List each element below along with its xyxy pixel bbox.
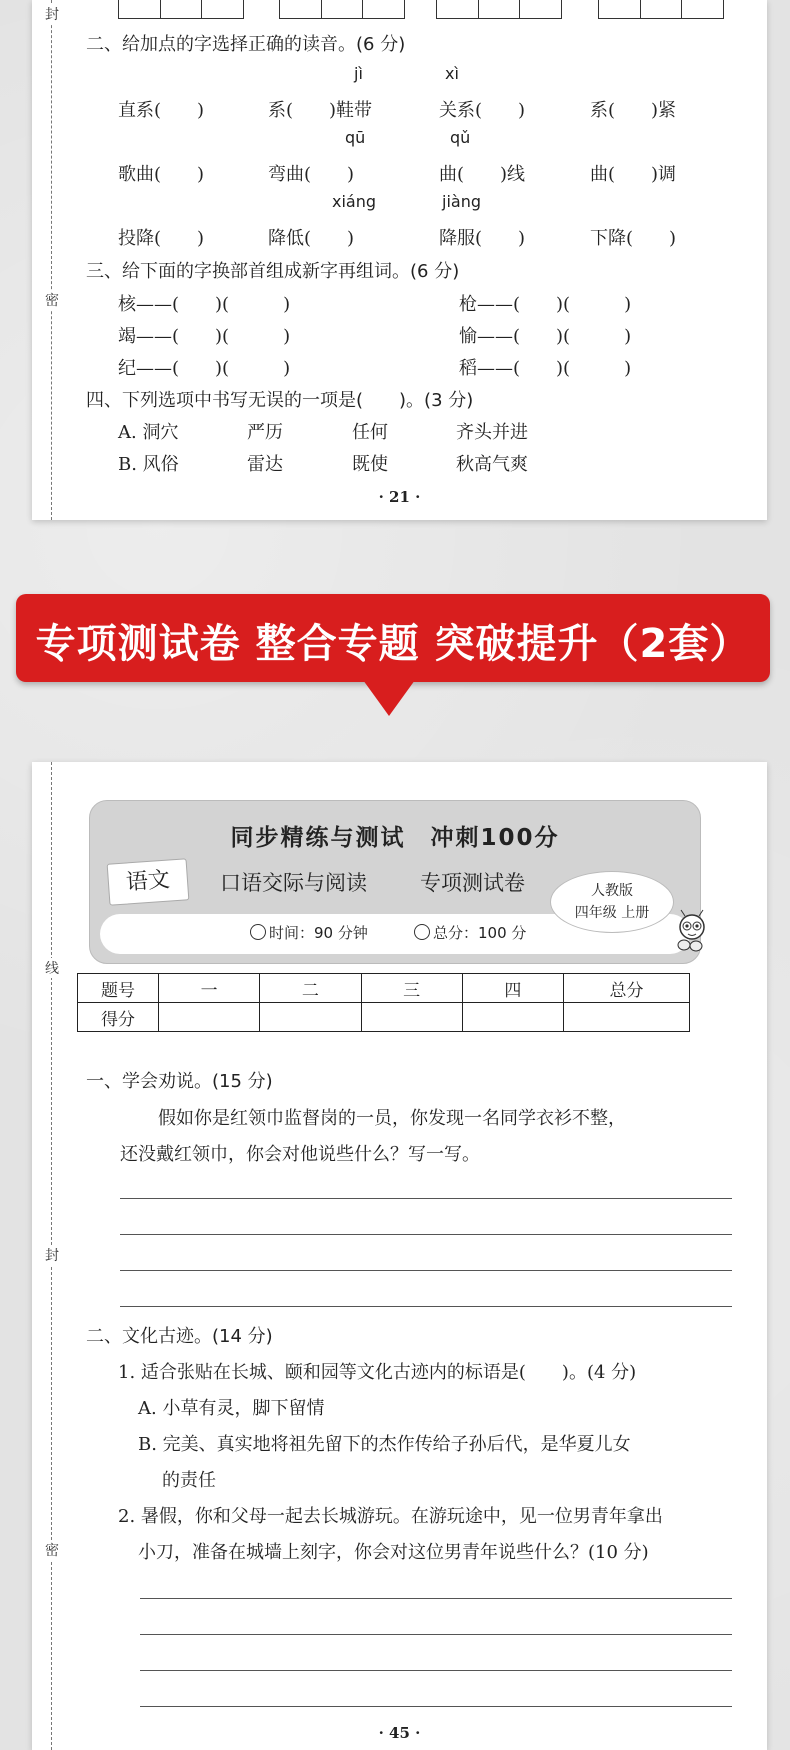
option-text: 任何 <box>352 422 388 443</box>
answer-item: 核——( )( ) <box>118 294 291 315</box>
score-cell[interactable] <box>564 1003 690 1032</box>
pinyin: qǔ <box>450 128 471 147</box>
table-header-cell: 三 <box>361 974 462 1003</box>
time-text: 时间：90 分钟 <box>269 924 368 942</box>
binding-line <box>51 0 52 520</box>
badge-grade: 四年级 上册 <box>574 905 650 921</box>
answer-line[interactable] <box>140 1670 732 1671</box>
option-text: 严历 <box>247 422 283 443</box>
answer-item: 竭——( )( ) <box>118 326 291 347</box>
answer-item: 投降( ) <box>118 228 205 249</box>
binding-char: 线 <box>43 958 61 978</box>
question-text: 2. 暑假，你和父母一起去长城游玩。在游玩途中，见一位男青年拿出 <box>118 1506 663 1527</box>
table-header-cell: 题号 <box>78 974 159 1003</box>
table-row-label: 得分 <box>78 1003 159 1032</box>
answer-item: 曲( )调 <box>590 164 677 185</box>
total-text: 总分：100 分 <box>433 924 527 942</box>
option-text: 雷达 <box>247 454 283 475</box>
question-text: 1. 适合张贴在长城、颐和园等文化古迹内的标语是( )。(4 分) <box>118 1362 637 1383</box>
test-subtitle-2: 专项测试卷 <box>420 871 525 895</box>
clock-icon <box>250 924 266 940</box>
answer-item: 稻——( )( ) <box>459 358 632 379</box>
page-number: · 45 · <box>378 1724 421 1742</box>
edition-badge <box>550 871 674 933</box>
question-heading: 二、给加点的字选择正确的读音。(6 分) <box>86 34 406 55</box>
answer-line[interactable] <box>120 1234 732 1235</box>
banner-pointer <box>363 680 415 716</box>
answer-item: 降服( ) <box>439 228 526 249</box>
score-table <box>77 973 690 1032</box>
answer-item: 纪——( )( ) <box>118 358 291 379</box>
table-header-cell: 二 <box>260 974 361 1003</box>
banner-text: 专项测试卷 整合专题 突破提升（2套） <box>35 621 751 667</box>
answer-item: 弯曲( ) <box>268 164 355 185</box>
answer-line[interactable] <box>140 1706 732 1707</box>
time-info <box>250 922 368 943</box>
score-cell[interactable] <box>260 1003 361 1032</box>
writing-grid <box>118 0 244 19</box>
table-header-cell: 四 <box>462 974 563 1003</box>
pinyin: xiáng <box>332 192 377 211</box>
option-text: 的责任 <box>162 1470 216 1491</box>
binding-char: 封 <box>43 1245 61 1265</box>
subject-label: 语文 <box>107 858 190 905</box>
answer-item: 曲( )线 <box>439 164 526 185</box>
test-subtitle: 口语交际与阅读 <box>220 871 367 895</box>
option-text: 秋高气爽 <box>456 454 528 475</box>
test-header <box>89 800 701 964</box>
score-cell[interactable] <box>361 1003 462 1032</box>
writing-grid <box>598 0 724 19</box>
answer-line[interactable] <box>120 1306 732 1307</box>
answer-line[interactable] <box>120 1270 732 1271</box>
option-text: 齐头并进 <box>456 422 528 443</box>
option-text: B. 风俗 <box>118 454 179 475</box>
question-heading: 一、学会劝说。(15 分) <box>86 1071 273 1092</box>
answer-line[interactable] <box>140 1598 732 1599</box>
caterpillar-mascot-icon <box>670 909 714 953</box>
answer-item: 愉——( )( ) <box>459 326 632 347</box>
option-text: B. 完美、真实地将祖先留下的杰作传给子孙后代，是华夏儿女 <box>138 1434 631 1455</box>
question-heading: 二、文化古迹。(14 分) <box>86 1326 273 1347</box>
worksheet-page-21 <box>32 0 767 520</box>
table-row <box>78 974 690 1003</box>
answer-item: 下降( ) <box>590 228 677 249</box>
answer-item: 歌曲( ) <box>118 164 205 185</box>
question-heading: 四、下列选项中书写无误的一项是( )。(3 分) <box>86 390 474 411</box>
total-info <box>414 922 526 943</box>
score-icon <box>414 924 430 940</box>
pinyin: jì <box>354 64 363 83</box>
option-text: A. 洞穴 <box>118 422 179 443</box>
question-text: 假如你是红领巾监督岗的一员，你发现一名同学衣衫不整， <box>158 1108 626 1129</box>
answer-item: 枪——( )( ) <box>459 294 632 315</box>
score-cell[interactable] <box>462 1003 563 1032</box>
badge-edition: 人教版 <box>591 883 633 899</box>
answer-item: 关系( ) <box>439 100 526 121</box>
promo-banner <box>16 594 770 682</box>
answer-item: 系( )鞋带 <box>268 100 373 121</box>
answer-item: 直系( ) <box>118 100 205 121</box>
table-row <box>78 1003 690 1032</box>
test-title: 同步精练与测试 冲刺100分 <box>230 825 560 851</box>
table-header-cell: 一 <box>159 974 260 1003</box>
option-text: A. 小草有灵，脚下留情 <box>138 1398 325 1419</box>
pinyin: jiàng <box>442 192 481 211</box>
answer-line[interactable] <box>140 1634 732 1635</box>
binding-char: 封 <box>43 4 61 24</box>
question-text: 还没戴红领巾，你会对他说些什么？写一写。 <box>120 1144 480 1165</box>
answer-line[interactable] <box>120 1198 732 1199</box>
binding-char: 密 <box>43 290 61 310</box>
pinyin: qū <box>345 128 366 147</box>
writing-grid <box>279 0 405 19</box>
page-number: · 21 · <box>378 488 421 506</box>
table-header-cell: 总分 <box>564 974 690 1003</box>
option-text: 既使 <box>352 454 388 475</box>
pinyin: xì <box>445 64 459 83</box>
question-text: 小刀，准备在城墙上刻字，你会对这位男青年说些什么？(10 分) <box>138 1542 649 1563</box>
answer-item: 降低( ) <box>268 228 355 249</box>
score-cell[interactable] <box>159 1003 260 1032</box>
question-heading: 三、给下面的字换部首组成新字再组词。(6 分) <box>86 261 460 282</box>
worksheet-page-45 <box>32 762 767 1750</box>
writing-grid <box>436 0 562 19</box>
answer-item: 系( )紧 <box>590 100 677 121</box>
binding-char: 密 <box>43 1540 61 1560</box>
